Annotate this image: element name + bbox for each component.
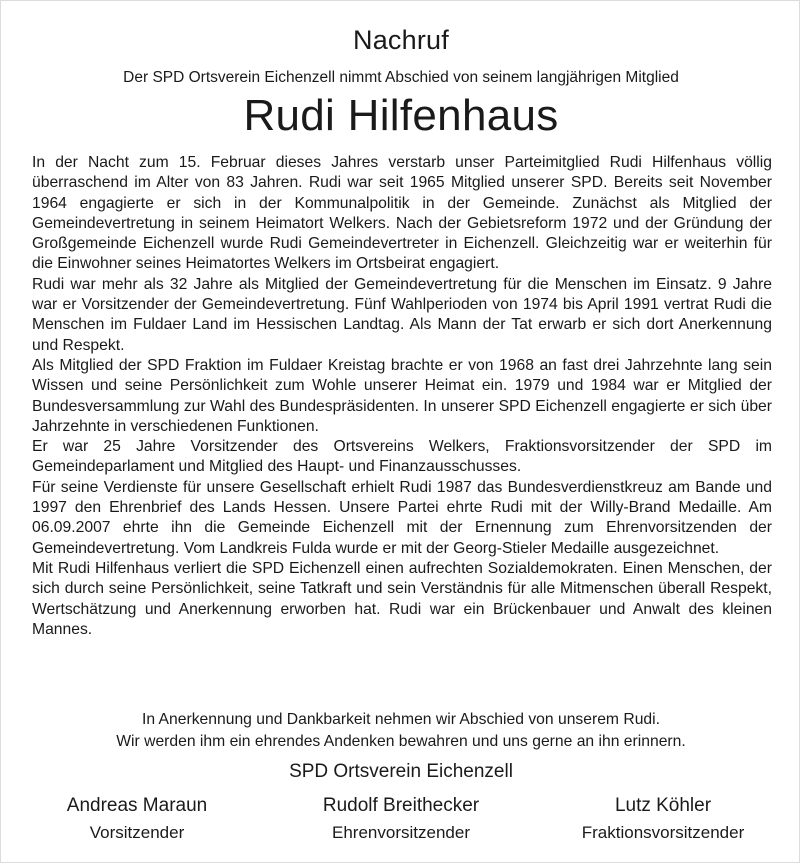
- body-paragraph: Als Mitglied der SPD Fraktion im Fuldaer Kreistag brachte er von 1968 an fast drei Jahrzehnte lang sein Wissen und seine Persönlichkeit zum Wohle unserer Heimat ein. 1979 und 1984 war er Mitglied der Bundesversammlung zur Wahl des Bundespräsidenten. In unserer SPD Eichenzell engagierte er sich über Jahrzehnte in verschiedenen Funktionen.: [32, 356, 772, 435]
- body-paragraph: Er war 25 Jahre Vorsitzender des Ortsvereins Welkers, Fraktionsvorsitzender der SPD im Gemeindeparlament und Mitglied des Haupt- und Finanzausschusses.: [32, 438, 772, 476]
- deceased-name: Rudi Hilfenhaus: [243, 91, 559, 140]
- body-paragraph: Mit Rudi Hilfenhaus verliert die SPD Eichenzell einen aufrechten Sozialdemokraten. Einen Menschen, der sich durch seine Persönlichkeit, seine Tatkraft und sein Verständnis für alle Mitmenschen überall Respekt, Wertschätzung und Anerkennung erworben hat. Rudi war ein Brückenbauer und Anwalt des kleinen Mannes.: [32, 559, 772, 638]
- notice-title: Nachruf: [353, 25, 449, 55]
- signatory-role: Ehrenvorsitzender: [332, 823, 470, 842]
- signatory-name: Andreas Maraun: [66, 795, 208, 816]
- body-paragraph: Rudi war mehr als 32 Jahre als Mitglied der Gemeindevertretung für die Menschen im Einsatz. 9 Jahre war er Vorsitzender der Gemeindevertretung. Fünf Wahlperioden von 1974 bis April 1991 vertrat Rudi die Menschen im Fuldaer Land im Hessischen Landtag. Als Mann der Tat erwarb er sich dort Anerkennung und Respekt.: [32, 275, 772, 354]
- signatory: [17, 795, 257, 843]
- closing-statement: [1, 709, 800, 753]
- signatory-role: Vorsitzender: [89, 823, 185, 842]
- body-paragraph: In der Nacht zum 15. Februar dieses Jahres verstarb unser Parteimitglied Rudi Hilfenhaus völlig überraschend im Alter von 83 Jahren. Rudi war seit 1965 Mitglied unserer SPD. Bereits seit November 1964 engagierte er sich in der Kommunalpolitik in der Gemeinde. Zunächst als Mitglied der Gemeindevertretung in seinem Heimatort Welkers. Nach der Gebietsreform 1972 und der Gründung der Großgemeinde Eichenzell wurde Rudi Gemeindevertreter in Eichenzell. Gleichzeitig war er weiterhin für die Einwohner seines Heimatortes Welkers im Ortsbeirat engagiert.: [32, 154, 772, 273]
- organization-name: SPD Ortsverein Eichenzell: [289, 761, 513, 782]
- signatory: [281, 795, 521, 843]
- signatory-role: Fraktionsvorsitzender: [581, 823, 745, 842]
- body-paragraph: Für seine Verdienste für unsere Gesellschaft erhielt Rudi 1987 das Bundesverdienstkreuz am Bande und 1997 den Ehrenbrief des Lands Hessen. Unsere Partei ehrte Rudi mit der Willy-Brand Medaille. Am 06.09.2007 ehrte ihn die Gemeinde Eichenzell mit der Ernennung zum Ehrenvorsitzenden der Gemeindevertretung. Vom Landkreis Fulda wurde er mit der Georg-Stieler Medaille ausgezeichnet.: [32, 478, 772, 557]
- notice-subtitle: Der SPD Ortsverein Eichenzell nimmt Abschied von seinem langjährigen Mitglied: [123, 69, 679, 86]
- obituary-body: [32, 153, 772, 640]
- signatory-name: Lutz Köhler: [614, 795, 712, 816]
- closing-line: In Anerkennung und Dankbarkeit nehmen wir Abschied von unserem Rudi.: [141, 711, 660, 728]
- signatory-name: Rudolf Breithecker: [322, 795, 480, 816]
- closing-line: Wir werden ihm ein ehrendes Andenken bewahren und uns gerne an ihn erinnern.: [116, 733, 686, 750]
- signatory: [543, 795, 783, 843]
